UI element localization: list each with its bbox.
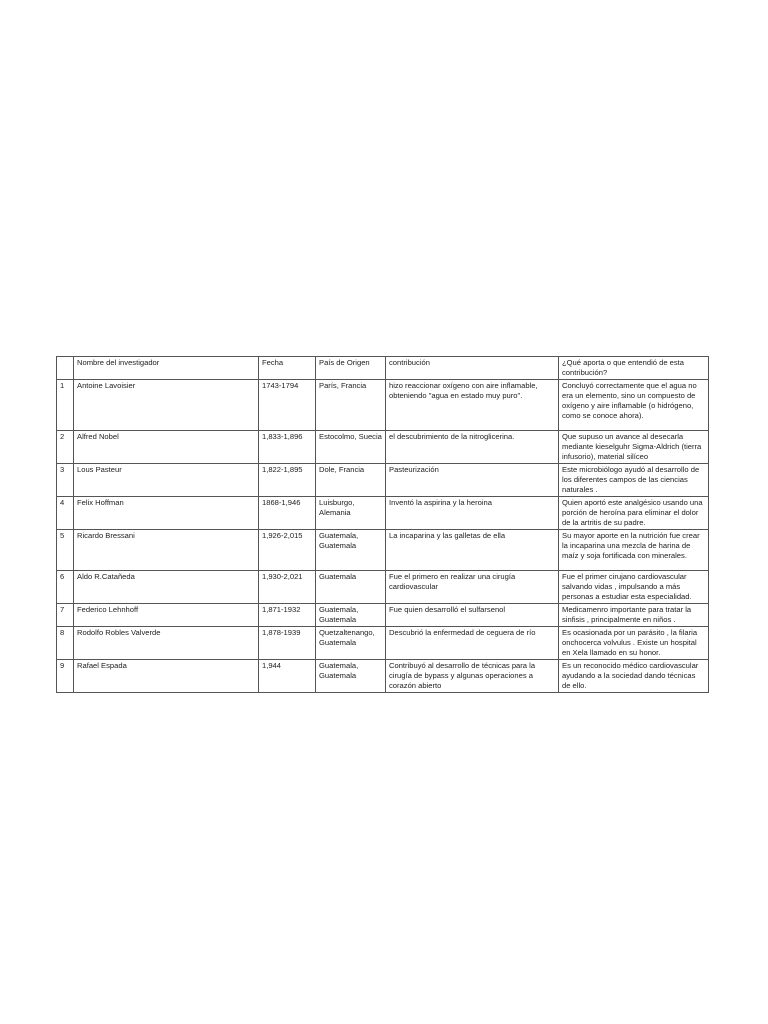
row-number: 7 xyxy=(57,604,74,627)
investigator-name: Rodolfo Robles Valverde xyxy=(74,627,259,660)
investigator-name: Rafael Espada xyxy=(74,660,259,693)
aporte-text: Quien aportó este analgésico usando una porción de heroína para eliminar el dolor de la artritis de su padre. xyxy=(559,497,709,530)
row-number: 5 xyxy=(57,530,74,571)
header-number xyxy=(57,357,74,380)
contribution-text: La incaparina y las galletas de ella xyxy=(386,530,559,571)
contribution-text: Fue el primero en realizar una cirugía cardiovascular xyxy=(386,571,559,604)
aporte-text: Su mayor aporte en la nutrición fue crear la incaparina una mezcla de harina de maíz y soja fortificada con minerales. xyxy=(559,530,709,571)
contribution-text: el descubrimiento de la nitroglicerina. xyxy=(386,431,559,464)
header-name: Nombre del investigador xyxy=(74,357,259,380)
header-date: Fecha xyxy=(259,357,316,380)
contribution-text: Contribuyó al desarrollo de técnicas para la cirugía de bypass y algunas operaciones a corazón abierto xyxy=(386,660,559,693)
country-origin: París, Francia xyxy=(316,380,386,431)
aporte-text: Es un reconocido médico cardiovascular ayudando a la sociedad dando técnicas de ello. xyxy=(559,660,709,693)
investigator-name: Alfred Nobel xyxy=(74,431,259,464)
header-contribution: contribución xyxy=(386,357,559,380)
table-row xyxy=(57,660,709,693)
table-body xyxy=(57,357,709,693)
country-origin: Estocolmo, Suecia xyxy=(316,431,386,464)
aporte-text: Medicamenro importante para tratar la sinfisis , principalmente en niños . xyxy=(559,604,709,627)
table-row xyxy=(57,627,709,660)
aporte-text: Concluyó correctamente que el agua no era un elemento, sino un compuesto de oxígeno y aire inflamable (o hidrógeno, como se conoce ahora). xyxy=(559,380,709,431)
row-number: 3 xyxy=(57,464,74,497)
table-row xyxy=(57,431,709,464)
investigator-name: Aldo R.Catañeda xyxy=(74,571,259,604)
row-number: 2 xyxy=(57,431,74,464)
table-row xyxy=(57,571,709,604)
row-number: 1 xyxy=(57,380,74,431)
header-aporte: ¿Qué aporta o que entendió de esta contribución? xyxy=(559,357,709,380)
row-number: 4 xyxy=(57,497,74,530)
date-range: 1,878-1939 xyxy=(259,627,316,660)
date-range: 1,822-1,895 xyxy=(259,464,316,497)
date-range: 1,833-1,896 xyxy=(259,431,316,464)
header-origin: País de Origen xyxy=(316,357,386,380)
contribution-text: Fue quien desarrolló el sulfarsenol xyxy=(386,604,559,627)
aporte-text: Fue el primer cirujano cardiovascular salvando vidas , impulsando a más personas a estudiar esta especialidad. xyxy=(559,571,709,604)
date-range: 1743-1794 xyxy=(259,380,316,431)
row-number: 9 xyxy=(57,660,74,693)
table-row xyxy=(57,530,709,571)
country-origin: Quetzaltenango, Guatemala xyxy=(316,627,386,660)
date-range: 1,930-2,021 xyxy=(259,571,316,604)
country-origin: Guatemala, Guatemala xyxy=(316,604,386,627)
date-range: 1,944 xyxy=(259,660,316,693)
contribution-text: Inventó la aspirina y la heroina xyxy=(386,497,559,530)
table-header-row xyxy=(57,357,709,380)
country-origin: Guatemala, Guatemala xyxy=(316,660,386,693)
aporte-text: Es ocasionada por un parásito , la filaria onchocerca volvulus . Existe un hospital en Xela llamado en su honor. xyxy=(559,627,709,660)
investigator-name: Antoine Lavoisier xyxy=(74,380,259,431)
aporte-text: Que supuso un avance al desecarla mediante kieselguhr Sigma-Aldrich (tierra infusorio), material silíceo xyxy=(559,431,709,464)
investigator-name: Felix Hoffman xyxy=(74,497,259,530)
row-number: 6 xyxy=(57,571,74,604)
contribution-text: hizo reaccionar oxígeno con aire inflamable, obteniendo "agua en estado muy puro". xyxy=(386,380,559,431)
table-row xyxy=(57,464,709,497)
date-range: 1,871-1932 xyxy=(259,604,316,627)
investigator-name: Federico Lehnhoff xyxy=(74,604,259,627)
country-origin: Dole, Francia xyxy=(316,464,386,497)
country-origin: Guatemala, Guatemala xyxy=(316,530,386,571)
date-range: 1868-1,946 xyxy=(259,497,316,530)
aporte-text: Este microbiólogo ayudó al desarrollo de los diferentes campos de las ciencias naturales . xyxy=(559,464,709,497)
contribution-text: Descubrió la enfermedad de ceguera de río xyxy=(386,627,559,660)
contribution-text: Pasteurización xyxy=(386,464,559,497)
date-range: 1,926-2,015 xyxy=(259,530,316,571)
row-number: 8 xyxy=(57,627,74,660)
country-origin: Guatemala xyxy=(316,571,386,604)
investigators-table xyxy=(56,356,709,693)
investigator-name: Lous Pasteur xyxy=(74,464,259,497)
table-row xyxy=(57,604,709,627)
table-row xyxy=(57,497,709,530)
investigator-name: Ricardo Bressani xyxy=(74,530,259,571)
country-origin: Luisburgo, Alemania xyxy=(316,497,386,530)
table-row xyxy=(57,380,709,431)
